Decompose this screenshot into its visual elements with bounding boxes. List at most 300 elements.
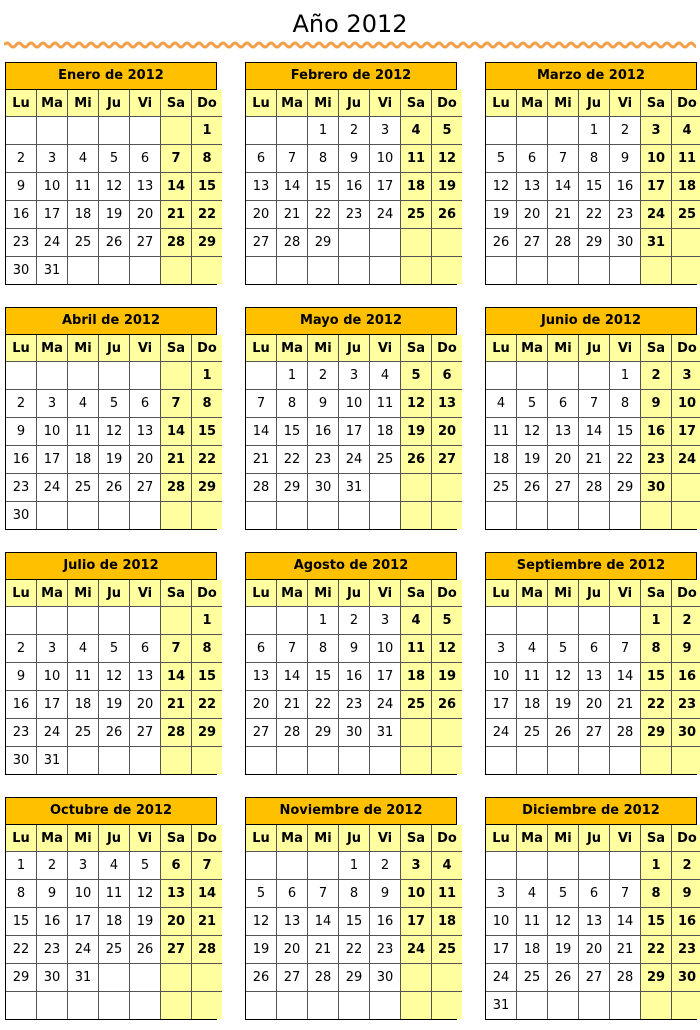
day-cell: 21 [308,936,339,964]
weekday-header: Sa [641,580,672,607]
day-cell: 18 [68,446,99,474]
day-cell: 2 [641,362,672,390]
day-cell [579,362,610,390]
day-cell [579,852,610,880]
day-cell [401,229,432,257]
day-cell: 6 [246,145,277,173]
day-cell: 11 [99,880,130,908]
day-cell: 30 [672,719,700,747]
day-cell: 7 [161,390,192,418]
day-cell: 15 [641,663,672,691]
day-cell: 7 [277,635,308,663]
day-cell: 27 [579,719,610,747]
day-cell: 14 [192,880,223,908]
day-cell: 1 [641,607,672,635]
day-cell [672,229,700,257]
day-cell: 29 [641,719,672,747]
day-cell [517,257,548,285]
weekday-header: Mi [308,580,339,607]
day-cell: 17 [401,908,432,936]
day-cell: 12 [99,418,130,446]
day-cell: 2 [339,607,370,635]
day-cell: 7 [246,390,277,418]
day-cell: 11 [486,418,517,446]
day-cell [68,362,99,390]
day-cell: 29 [308,229,339,257]
day-cell [130,257,161,285]
weekday-header: Mi [68,580,99,607]
day-cell [99,362,130,390]
day-cell: 4 [517,635,548,663]
day-cell: 15 [192,173,223,201]
day-cell: 16 [6,446,37,474]
day-cell [610,607,641,635]
weekday-header: Lu [246,825,277,852]
day-cell: 20 [517,201,548,229]
month-title: Abril de 2012 [6,308,216,335]
day-cell: 26 [401,446,432,474]
day-cell: 23 [339,691,370,719]
page-title: Año 2012 [292,10,408,38]
day-cell: 5 [99,635,130,663]
day-cell: 12 [401,390,432,418]
day-cell: 4 [370,362,401,390]
weekday-header: Vi [370,335,401,362]
day-cell: 10 [68,880,99,908]
weekday-header: Do [192,580,223,607]
day-cell [246,502,277,530]
day-cell [486,117,517,145]
day-cell [370,502,401,530]
day-cell [130,117,161,145]
day-cell: 13 [246,173,277,201]
day-cell: 26 [517,474,548,502]
weekday-header: Sa [401,90,432,117]
weekday-header: Vi [370,825,401,852]
day-cell: 17 [370,663,401,691]
day-cell [161,747,192,775]
weekday-header: Ju [579,825,610,852]
day-cell: 10 [486,663,517,691]
day-cell [308,992,339,1020]
day-cell: 12 [517,418,548,446]
day-cell: 5 [401,362,432,390]
day-cell: 28 [548,229,579,257]
day-cell [370,229,401,257]
day-cell: 21 [161,691,192,719]
day-cell [610,992,641,1020]
day-cell [192,747,223,775]
day-cell: 13 [517,173,548,201]
day-cell: 16 [370,908,401,936]
day-cell [672,474,700,502]
day-cell: 14 [161,663,192,691]
day-cell: 15 [641,908,672,936]
weekday-header: Ju [99,825,130,852]
weekday-header: Mi [308,335,339,362]
day-cell: 12 [99,173,130,201]
day-cell [517,362,548,390]
day-cell: 4 [68,145,99,173]
month-calendar [245,62,457,285]
day-cell: 30 [6,257,37,285]
day-cell: 24 [37,229,68,257]
weekday-header: Do [192,335,223,362]
day-cell [192,992,223,1020]
day-cell [246,117,277,145]
day-cell [339,257,370,285]
weekday-header: Ma [37,580,68,607]
day-cell: 15 [610,418,641,446]
day-cell [37,362,68,390]
day-cell: 9 [6,173,37,201]
day-cell: 28 [161,719,192,747]
day-cell: 23 [6,474,37,502]
day-cell: 24 [641,201,672,229]
day-cell: 10 [37,418,68,446]
day-cell [672,257,700,285]
weekday-header: Do [432,825,463,852]
day-cell: 6 [246,635,277,663]
day-cell: 6 [130,145,161,173]
day-cell: 5 [99,390,130,418]
weekday-header: Vi [130,825,161,852]
day-cell: 26 [486,229,517,257]
day-cell: 3 [37,145,68,173]
day-cell: 7 [579,390,610,418]
day-cell: 31 [641,229,672,257]
weekday-header: Vi [370,90,401,117]
day-cell [6,117,37,145]
day-cell: 25 [517,964,548,992]
day-cell: 23 [672,936,700,964]
weekday-header: Vi [130,90,161,117]
day-cell: 1 [339,852,370,880]
day-cell: 29 [192,719,223,747]
day-cell: 3 [641,117,672,145]
day-cell [6,362,37,390]
day-cell: 15 [192,418,223,446]
day-cell: 27 [130,229,161,257]
day-cell: 13 [246,663,277,691]
day-cell: 2 [672,852,700,880]
day-cell [99,992,130,1020]
day-cell: 24 [486,964,517,992]
weekday-header: Mi [308,90,339,117]
day-cell [246,257,277,285]
weekday-header: Sa [401,580,432,607]
day-cell: 29 [579,229,610,257]
day-cell: 16 [610,173,641,201]
day-cell: 21 [246,446,277,474]
day-cell [401,747,432,775]
day-cell [130,992,161,1020]
day-cell: 3 [401,852,432,880]
day-cell [99,607,130,635]
day-cell: 26 [130,936,161,964]
day-cell: 8 [641,635,672,663]
day-cell: 11 [68,173,99,201]
day-cell: 21 [161,201,192,229]
day-cell: 1 [641,852,672,880]
day-cell: 23 [339,201,370,229]
day-cell: 8 [610,390,641,418]
day-cell: 14 [161,173,192,201]
day-cell: 3 [486,635,517,663]
day-cell: 29 [192,229,223,257]
day-cell: 20 [432,418,463,446]
weekday-header: Sa [161,335,192,362]
day-cell: 28 [277,229,308,257]
day-cell [99,964,130,992]
decorative-wave [4,40,696,50]
day-cell: 9 [672,635,700,663]
weekday-header: Mi [548,335,579,362]
day-cell: 12 [486,173,517,201]
day-cell [370,257,401,285]
day-cell: 13 [548,418,579,446]
day-cell: 8 [308,635,339,663]
day-cell: 28 [579,474,610,502]
day-cell: 24 [370,691,401,719]
day-cell [246,852,277,880]
day-cell [161,607,192,635]
day-cell: 14 [548,173,579,201]
weekday-header: Sa [161,825,192,852]
day-cell: 28 [610,964,641,992]
day-cell [672,747,700,775]
day-cell: 17 [641,173,672,201]
day-cell [548,992,579,1020]
month-title: Mayo de 2012 [246,308,456,335]
day-cell: 17 [68,908,99,936]
day-cell: 2 [308,362,339,390]
day-cell [548,747,579,775]
day-cell: 22 [641,936,672,964]
day-cell [161,502,192,530]
day-cell: 23 [370,936,401,964]
day-cell [99,257,130,285]
weekday-header: Ju [99,90,130,117]
month-calendar [5,62,217,285]
day-cell: 19 [548,936,579,964]
weekday-header: Do [672,825,700,852]
weekday-header: Mi [548,825,579,852]
day-cell [641,257,672,285]
day-cell: 9 [308,390,339,418]
day-cell: 30 [610,229,641,257]
day-cell: 8 [6,880,37,908]
day-cell [610,502,641,530]
day-cell: 10 [370,635,401,663]
day-cell [641,502,672,530]
day-cell: 12 [432,145,463,173]
day-cell: 28 [308,964,339,992]
day-cell [579,257,610,285]
weekday-header: Ma [517,580,548,607]
weekday-header: Ju [339,90,370,117]
day-cell: 10 [37,663,68,691]
day-cell: 21 [610,936,641,964]
day-cell [99,502,130,530]
day-cell: 19 [99,446,130,474]
day-cell: 21 [548,201,579,229]
day-cell: 22 [277,446,308,474]
day-cell: 2 [610,117,641,145]
day-cell [548,257,579,285]
day-cell [610,747,641,775]
day-cell: 6 [277,880,308,908]
day-cell: 7 [192,852,223,880]
weekday-header: Ju [99,335,130,362]
weekday-header: Mi [548,580,579,607]
day-cell [37,117,68,145]
day-cell: 14 [277,663,308,691]
day-cell [68,992,99,1020]
day-cell: 22 [641,691,672,719]
day-cell [308,747,339,775]
day-cell: 1 [192,362,223,390]
weekday-header: Sa [641,90,672,117]
day-cell [486,257,517,285]
day-cell: 10 [339,390,370,418]
day-cell: 8 [579,145,610,173]
day-cell: 18 [68,201,99,229]
day-cell: 3 [37,635,68,663]
day-cell: 20 [161,908,192,936]
day-cell: 30 [370,964,401,992]
month-calendar [485,62,697,285]
day-cell: 10 [37,173,68,201]
day-cell [277,992,308,1020]
month-title: Enero de 2012 [6,63,216,90]
day-cell: 27 [246,719,277,747]
weekday-header: Ju [579,580,610,607]
day-cell: 26 [99,229,130,257]
day-cell [130,747,161,775]
day-cell: 13 [161,880,192,908]
day-cell: 14 [277,173,308,201]
day-cell: 16 [672,908,700,936]
day-cell [401,992,432,1020]
day-cell: 18 [68,691,99,719]
day-cell [68,747,99,775]
weekday-header: Vi [610,825,641,852]
day-cell [370,747,401,775]
day-cell: 13 [432,390,463,418]
day-cell: 12 [99,663,130,691]
day-cell: 19 [246,936,277,964]
day-cell: 9 [6,663,37,691]
day-cell: 22 [579,201,610,229]
day-cell: 23 [641,446,672,474]
day-cell: 11 [68,418,99,446]
weekday-header: Sa [401,335,432,362]
day-cell: 17 [37,201,68,229]
day-cell [401,474,432,502]
month-calendar [5,797,217,1020]
weekday-header: Ma [517,90,548,117]
month-title: Junio de 2012 [486,308,696,335]
day-cell: 12 [130,880,161,908]
day-cell: 18 [432,908,463,936]
day-cell: 25 [68,229,99,257]
weekday-header: Lu [246,335,277,362]
day-cell: 7 [308,880,339,908]
weekday-header: Ma [517,335,548,362]
day-cell: 19 [432,173,463,201]
day-cell: 16 [6,201,37,229]
day-cell: 18 [517,691,548,719]
day-cell: 19 [99,691,130,719]
day-cell: 10 [401,880,432,908]
day-cell [432,747,463,775]
day-cell: 27 [277,964,308,992]
day-cell: 6 [548,390,579,418]
day-cell: 18 [401,663,432,691]
day-cell [401,719,432,747]
day-cell: 22 [339,936,370,964]
weekday-header: Ma [277,90,308,117]
day-cell: 24 [37,719,68,747]
day-cell: 6 [432,362,463,390]
day-cell [277,747,308,775]
day-cell: 26 [548,719,579,747]
day-cell: 14 [610,663,641,691]
weekday-header: Lu [246,580,277,607]
day-cell: 19 [99,201,130,229]
day-cell: 19 [130,908,161,936]
weekday-header: Ju [99,580,130,607]
day-cell: 31 [486,992,517,1020]
day-cell: 20 [246,691,277,719]
weekday-header: Lu [6,825,37,852]
day-cell [161,362,192,390]
day-cell: 16 [37,908,68,936]
day-cell: 30 [6,747,37,775]
day-cell: 7 [548,145,579,173]
day-cell: 11 [401,145,432,173]
day-cell [130,362,161,390]
day-cell: 15 [308,663,339,691]
day-cell: 24 [486,719,517,747]
weekday-header: Ma [517,825,548,852]
weekday-header: Mi [68,825,99,852]
day-cell: 23 [672,691,700,719]
day-cell [339,992,370,1020]
day-cell: 24 [401,936,432,964]
day-cell: 16 [308,418,339,446]
day-cell: 14 [610,908,641,936]
day-cell: 27 [246,229,277,257]
day-cell: 13 [130,173,161,201]
weekday-header: Lu [246,90,277,117]
day-cell: 15 [339,908,370,936]
day-cell: 28 [192,936,223,964]
day-cell [192,502,223,530]
day-cell: 27 [161,936,192,964]
day-cell: 17 [37,446,68,474]
day-cell: 21 [277,691,308,719]
day-cell [579,502,610,530]
day-cell [246,607,277,635]
day-cell: 2 [370,852,401,880]
day-cell [486,747,517,775]
day-cell: 5 [130,852,161,880]
weekday-header: Ma [277,580,308,607]
day-cell: 1 [610,362,641,390]
day-cell: 3 [68,852,99,880]
